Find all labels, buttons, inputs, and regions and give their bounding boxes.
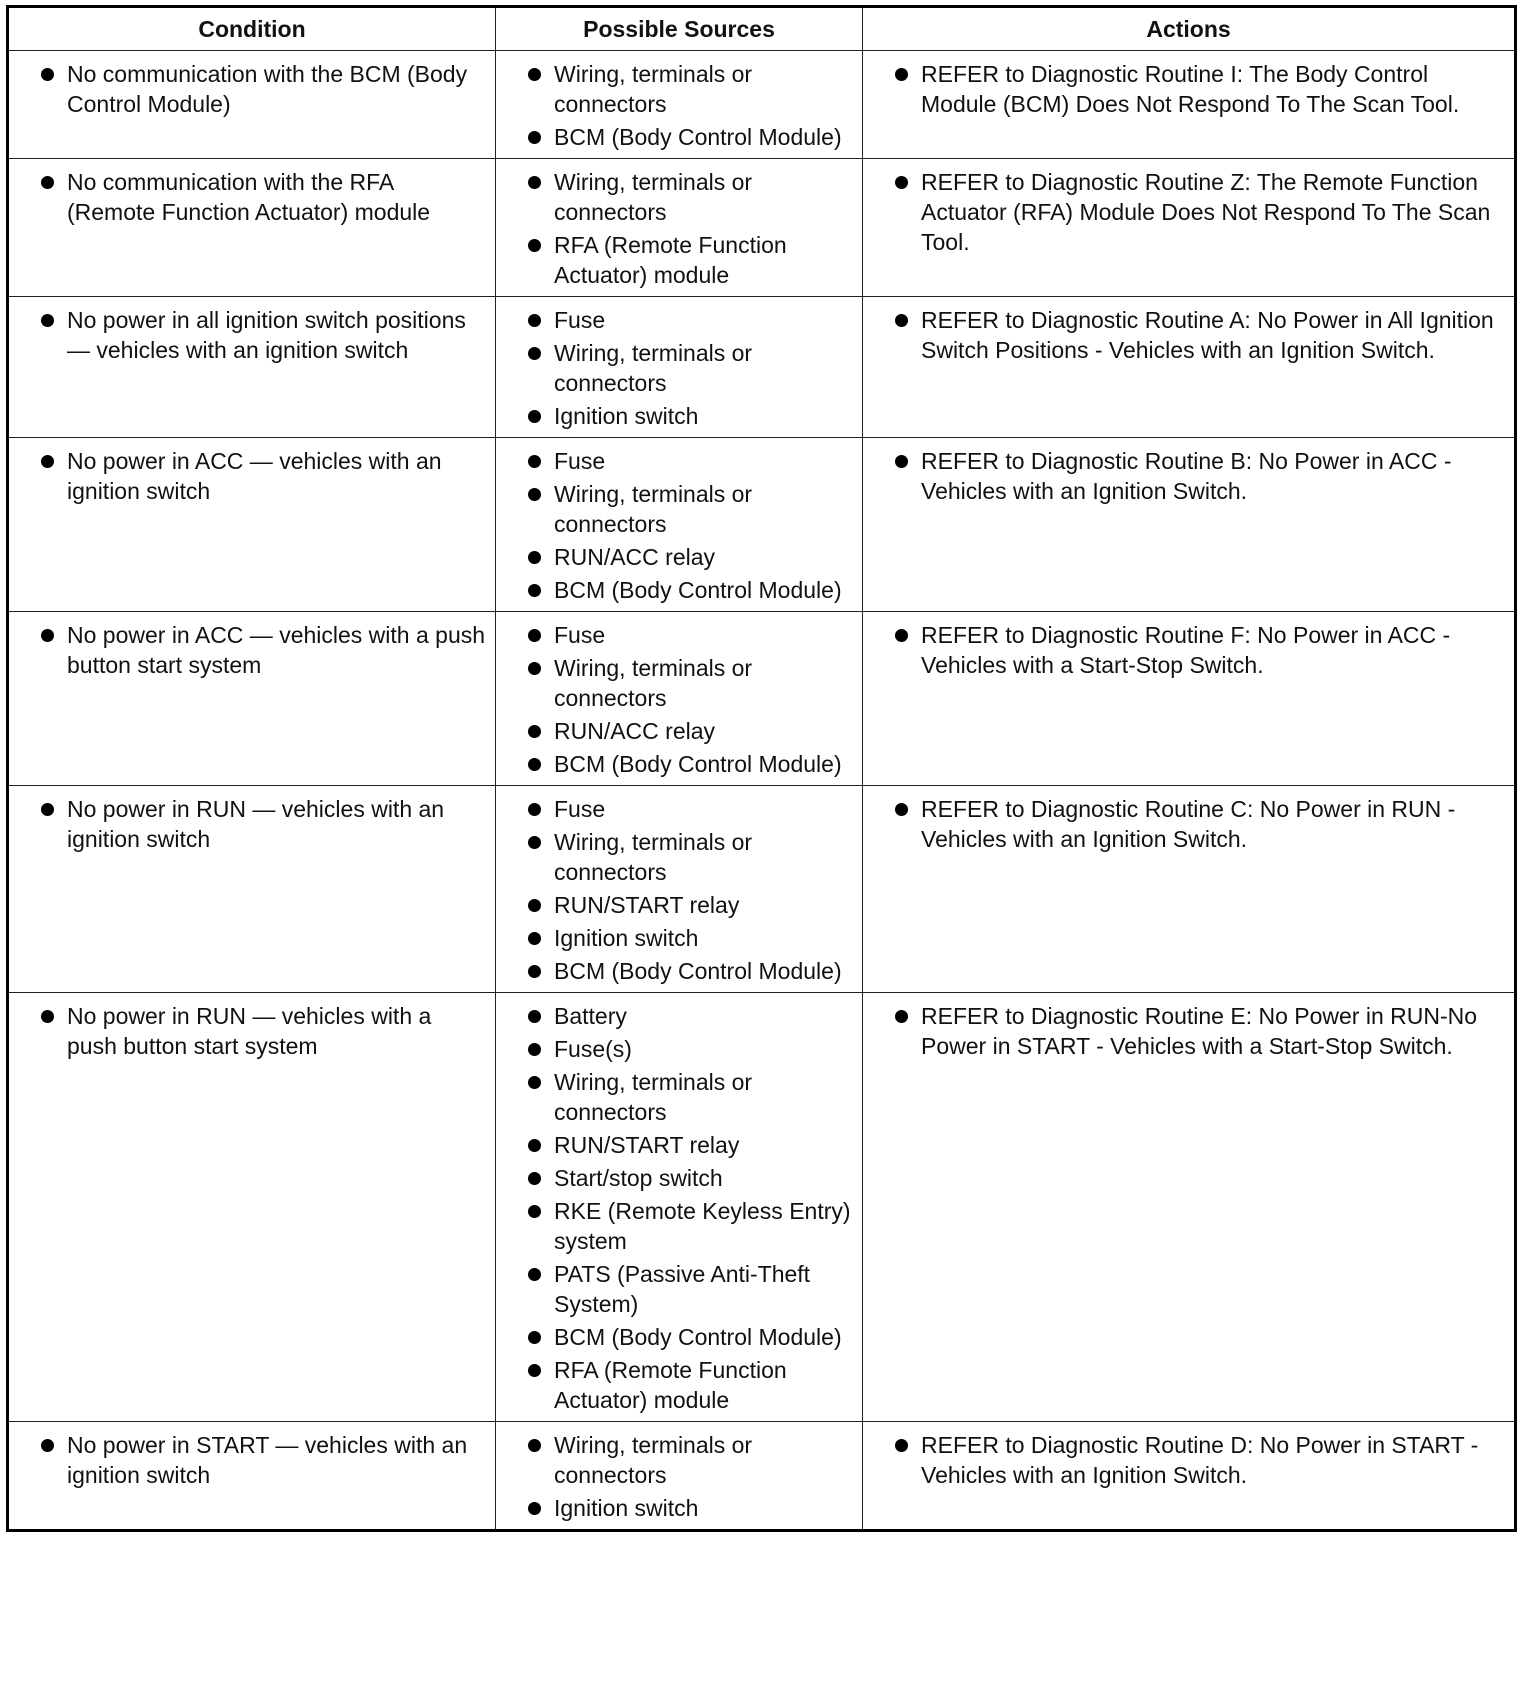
possible-source-item: BCM (Body Control Module) — [504, 956, 854, 986]
condition-cell — [8, 1422, 496, 1531]
action-text: REFER to Diagnostic Routine A: No Power in All Ignition Switch Positions - Vehicles with an Ignition Switch. — [871, 305, 1506, 365]
condition-text: No power in all ignition switch positions — vehicles with an ignition switch — [17, 305, 487, 365]
possible-source-item: Fuse — [504, 794, 854, 824]
action-cell — [863, 297, 1516, 438]
possible-source-item: Wiring, terminals or connectors — [504, 167, 854, 227]
condition-list — [17, 620, 487, 680]
condition-list — [17, 446, 487, 506]
possible-source-item: Wiring, terminals or connectors — [504, 827, 854, 887]
action-text: REFER to Diagnostic Routine Z: The Remote Function Actuator (RFA) Module Does Not Respond To The Scan Tool. — [871, 167, 1506, 257]
condition-cell — [8, 993, 496, 1422]
possible-source-item: BCM (Body Control Module) — [504, 122, 854, 152]
possible-source-item: RFA (Remote Function Actuator) module — [504, 230, 854, 290]
action-text: REFER to Diagnostic Routine B: No Power in ACC - Vehicles with an Ignition Switch. — [871, 446, 1506, 506]
table-row — [8, 786, 1516, 993]
condition-text: No communication with the BCM (Body Control Module) — [17, 59, 487, 119]
possible-source-item: Wiring, terminals or connectors — [504, 338, 854, 398]
possible-sources-cell — [496, 786, 863, 993]
possible-sources-column-header: Possible Sources — [496, 7, 863, 51]
actions-column-header: Actions — [863, 7, 1516, 51]
possible-source-item: RUN/ACC relay — [504, 716, 854, 746]
condition-text: No power in RUN — vehicles with an ignition switch — [17, 794, 487, 854]
possible-source-item: Wiring, terminals or connectors — [504, 59, 854, 119]
condition-list — [17, 1430, 487, 1490]
possible-sources-list — [504, 59, 854, 152]
action-list — [871, 59, 1506, 119]
action-cell — [863, 1422, 1516, 1531]
possible-source-item: Battery — [504, 1001, 854, 1031]
possible-sources-cell — [496, 159, 863, 297]
possible-source-item: Fuse — [504, 305, 854, 335]
condition-list — [17, 305, 487, 365]
possible-sources-list — [504, 1430, 854, 1523]
condition-list — [17, 1001, 487, 1061]
possible-sources-cell — [496, 51, 863, 159]
possible-sources-cell — [496, 993, 863, 1422]
condition-column-header: Condition — [8, 7, 496, 51]
condition-cell — [8, 51, 496, 159]
condition-cell — [8, 786, 496, 993]
table-body — [8, 51, 1516, 1531]
table-row — [8, 438, 1516, 612]
action-list — [871, 446, 1506, 506]
possible-sources-cell — [496, 1422, 863, 1531]
table-row — [8, 1422, 1516, 1531]
action-cell — [863, 612, 1516, 786]
possible-sources-list — [504, 1001, 854, 1415]
table-header-row — [8, 7, 1516, 51]
symptom-chart-table — [6, 5, 1517, 1532]
table-row — [8, 993, 1516, 1422]
possible-source-item: RUN/ACC relay — [504, 542, 854, 572]
possible-sources-list — [504, 446, 854, 605]
possible-source-item: Ignition switch — [504, 923, 854, 953]
possible-source-item: Wiring, terminals or connectors — [504, 1430, 854, 1490]
action-text: REFER to Diagnostic Routine I: The Body Control Module (BCM) Does Not Respond To The Scan Tool. — [871, 59, 1506, 119]
condition-list — [17, 167, 487, 227]
condition-cell — [8, 297, 496, 438]
action-text: REFER to Diagnostic Routine F: No Power in ACC - Vehicles with a Start-Stop Switch. — [871, 620, 1506, 680]
action-list — [871, 167, 1506, 257]
possible-sources-list — [504, 620, 854, 779]
possible-sources-list — [504, 305, 854, 431]
action-text: REFER to Diagnostic Routine C: No Power in RUN - Vehicles with an Ignition Switch. — [871, 794, 1506, 854]
condition-text: No communication with the RFA (Remote Function Actuator) module — [17, 167, 487, 227]
possible-source-item: RUN/START relay — [504, 1130, 854, 1160]
action-text: REFER to Diagnostic Routine D: No Power in START - Vehicles with an Ignition Switch. — [871, 1430, 1506, 1490]
table-row — [8, 297, 1516, 438]
action-cell — [863, 786, 1516, 993]
action-cell — [863, 438, 1516, 612]
action-cell — [863, 159, 1516, 297]
possible-source-item: RUN/START relay — [504, 890, 854, 920]
possible-source-item: PATS (Passive Anti-Theft System) — [504, 1259, 854, 1319]
action-list — [871, 305, 1506, 365]
possible-source-item: RKE (Remote Keyless Entry) system — [504, 1196, 854, 1256]
possible-source-item: RFA (Remote Function Actuator) module — [504, 1355, 854, 1415]
condition-cell — [8, 159, 496, 297]
possible-sources-list — [504, 167, 854, 290]
action-cell — [863, 51, 1516, 159]
possible-source-item: BCM (Body Control Module) — [504, 575, 854, 605]
possible-sources-cell — [496, 438, 863, 612]
condition-cell — [8, 438, 496, 612]
possible-source-item: Fuse — [504, 446, 854, 476]
condition-text: No power in ACC — vehicles with an ignition switch — [17, 446, 487, 506]
table-row — [8, 51, 1516, 159]
action-cell — [863, 993, 1516, 1422]
action-list — [871, 1430, 1506, 1490]
possible-source-item: Ignition switch — [504, 401, 854, 431]
possible-source-item: BCM (Body Control Module) — [504, 1322, 854, 1352]
possible-source-item: Wiring, terminals or connectors — [504, 1067, 854, 1127]
possible-source-item: Start/stop switch — [504, 1163, 854, 1193]
table-row — [8, 159, 1516, 297]
action-list — [871, 620, 1506, 680]
condition-text: No power in START — vehicles with an ignition switch — [17, 1430, 487, 1490]
possible-source-item: Fuse — [504, 620, 854, 650]
possible-sources-cell — [496, 612, 863, 786]
possible-source-item: Fuse(s) — [504, 1034, 854, 1064]
possible-source-item: Wiring, terminals or connectors — [504, 479, 854, 539]
action-text: REFER to Diagnostic Routine E: No Power in RUN-No Power in START - Vehicles with a Start-Stop Switch. — [871, 1001, 1506, 1061]
possible-sources-list — [504, 794, 854, 986]
action-list — [871, 794, 1506, 854]
possible-source-item: Wiring, terminals or connectors — [504, 653, 854, 713]
condition-list — [17, 59, 487, 119]
condition-text: No power in ACC — vehicles with a push button start system — [17, 620, 487, 680]
condition-list — [17, 794, 487, 854]
possible-sources-cell — [496, 297, 863, 438]
condition-text: No power in RUN — vehicles with a push button start system — [17, 1001, 487, 1061]
possible-source-item: Ignition switch — [504, 1493, 854, 1523]
condition-cell — [8, 612, 496, 786]
possible-source-item: BCM (Body Control Module) — [504, 749, 854, 779]
table-row — [8, 612, 1516, 786]
action-list — [871, 1001, 1506, 1061]
